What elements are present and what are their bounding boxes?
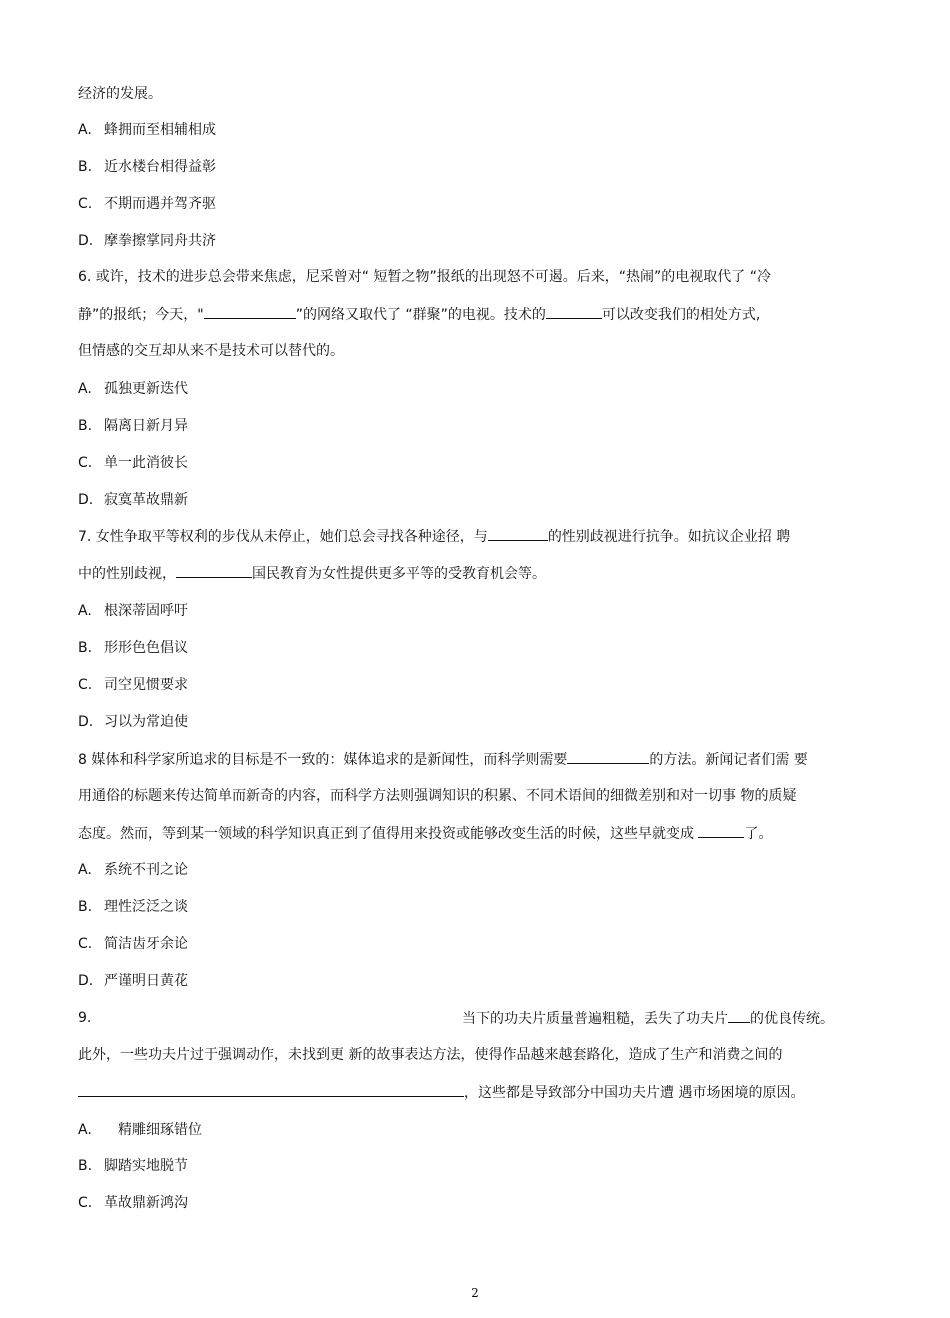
option-label: B. [78,899,93,915]
fill-blank [204,304,296,319]
option-label: C. [78,1195,93,1211]
q8-text-part: 态度。然而，等到某一领域的科学知识真正到了值得用来投资或能够改变生活的时候，这些早就变成 [78,826,699,842]
option-text: 蜂拥而至相辅相成 [104,122,216,138]
option-text: 严谨明日黄花 [104,973,188,989]
q8-text-part: 8 媒体和科学家所追求的目标是不一致的：媒体追求的是新闻性，而科学则需要 [78,752,568,768]
option-text: 革故鼎新鸿沟 [104,1195,188,1211]
q7-text-part: 国民教育为女性提供更多平等的受教育机会等。 [252,566,546,582]
fill-blank [78,1082,464,1097]
option-label: D. [78,492,94,508]
option-text: 司空见惯要求 [104,677,188,693]
option-label: C. [78,677,93,693]
option-text: 孤独更新迭代 [104,381,188,397]
option-label: C. [78,936,93,952]
option-label: D. [78,973,94,989]
question-9-line-3 [78,1082,804,1103]
q9-text-part: 的优良传统。 [750,1011,834,1027]
option-label: A. [78,1122,92,1138]
option-label: C. [78,455,93,471]
option-text: 寂寞革故鼎新 [104,492,188,508]
q7-option-c [78,675,188,695]
option-label: B. [78,1158,93,1174]
option-text: 隔离日新月异 [104,418,188,434]
q6-text-part: 静”的报纸；今天，" [78,307,204,323]
option-label: C. [78,196,93,212]
q6-option-c [78,453,188,473]
fill-blank [728,1008,750,1023]
q9-option-b [78,1156,188,1176]
q8-option-c [78,934,188,954]
q5-option-d [78,231,216,251]
q5-option-b [78,157,216,177]
option-label: A. [78,862,92,878]
q6-option-d [78,490,188,510]
q7-text-part: 中的性别歧视， [78,566,176,582]
option-label: B. [78,418,93,434]
option-text: 脚踏实地脱节 [104,1158,188,1174]
q8-option-a [78,860,188,880]
option-label: D. [78,714,94,730]
page-number: 2 [471,1286,479,1300]
q9-option-a [78,1120,202,1140]
q9-text-part: ，这些都是导致部分中国功夫片遭 遇市场困境的原因。 [464,1085,805,1101]
q8-text-part: 的方法。新闻记者们需 要 [649,752,808,768]
fill-blank [567,749,649,764]
q9-option-c [78,1193,188,1213]
option-text: 不期而遇并驾齐驱 [104,196,216,212]
fill-blank [546,304,602,319]
q6-text-part: ”的网络又取代了 “群聚”的电视。技术的 [295,307,546,323]
fill-blank [698,823,744,838]
option-text: 形形色色倡议 [104,640,188,656]
q8-option-d [78,971,188,991]
question-9-line-2: 此外，一些功夫片过于强调动作，未找到更 新的故事表达方法，使得作品越来越套路化，造成了生产和消费之间的 [78,1047,783,1063]
question-6-line-3: 但情感的交互却从来不是技术可以替代的。 [78,343,344,359]
q7-option-d [78,712,188,732]
option-text: 根深蒂固呼吁 [104,603,188,619]
question-7-line-1 [78,526,790,547]
option-text: 精雕细琢错位 [118,1122,202,1138]
q6-option-b [78,416,188,436]
option-label: A. [78,603,92,619]
question-5-continuation: 经济的发展。 [78,86,162,102]
fill-blank [176,563,252,578]
option-label: A. [78,381,92,397]
option-text: 摩拳擦掌同舟共济 [104,233,216,249]
option-label: B. [78,159,93,175]
option-text: 单一此消彼长 [104,455,188,471]
q5-option-c [78,194,216,214]
option-label: B. [78,640,93,656]
q6-text-part: 可以改变我们的相处方式, [601,307,761,323]
q8-text-part: 了。 [744,826,773,842]
question-9-line-1 [462,1008,834,1029]
option-label: A. [78,122,92,138]
question-9-number: 9. [78,1010,92,1026]
question-8-line-1 [78,749,808,770]
question-8-line-2: 用通俗的标题来传达简单而新奇的内容，而科学方法则强调知识的积累、不同术语间的细微差别和对一切事 物的质疑 [78,788,797,804]
question-6-line-1: 6. 或许，技术的进步总会带来焦虑，尼采曾对“ 短暂之物”报纸的出现怒不可遏。后来，“热闹”的电视取代了 “冷 [78,269,771,285]
q7-text-part: 7. 女性争取平等权利的步伐从未停止，她们总会寻找各种途径，与 [78,529,488,545]
option-text: 习以为常迫使 [104,714,188,730]
fill-blank [488,526,548,541]
question-6-line-2 [78,304,760,325]
option-text: 近水楼台相得益彰 [104,159,216,175]
q7-text-part: 的性别歧视进行抗争。如抗议企业招 聘 [547,529,791,545]
option-text: 系统不刊之论 [104,862,188,878]
q5-option-a [78,120,216,140]
q9-text-part: 当下的功夫片质量普遍粗糙，丢失了功夫片 [462,1011,728,1027]
option-label: D. [78,233,94,249]
option-text: 理性泛泛之谈 [104,899,188,915]
option-text: 简洁齿牙余论 [104,936,188,952]
q6-option-a [78,379,188,399]
q7-option-a [78,601,188,621]
q8-option-b [78,897,188,917]
question-8-line-3 [78,823,772,844]
question-7-line-2 [78,563,546,584]
q7-option-b [78,638,188,658]
